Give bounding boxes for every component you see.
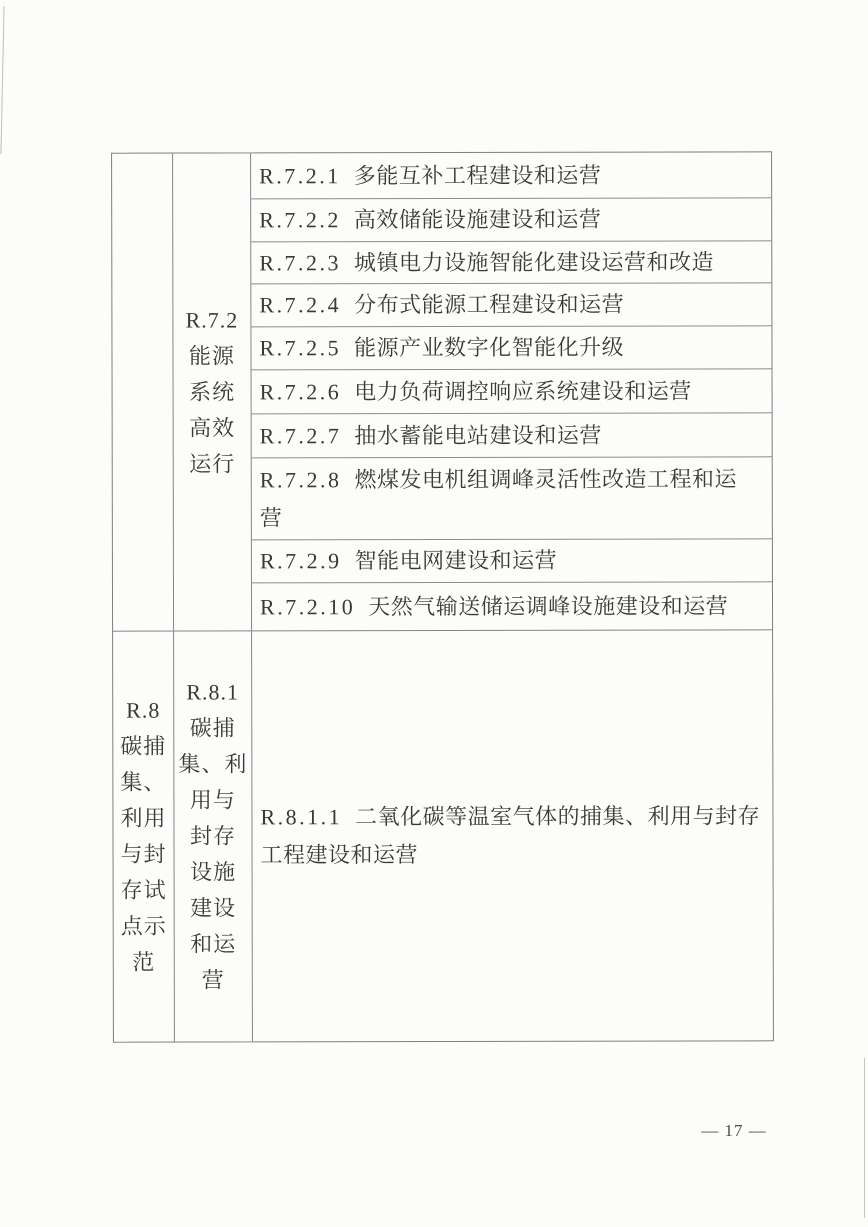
table-row: [252, 413, 772, 458]
table-row: [251, 152, 771, 199]
entries-column-r8: [252, 630, 773, 1041]
scan-edge-artifact-left: [0, 6, 4, 154]
entry-code: R.7.2.7: [259, 422, 342, 448]
table-section-r8: [113, 630, 773, 1041]
entry-code: R.7.2.2: [259, 207, 341, 233]
entry-code: R.7.2.6: [259, 378, 342, 404]
category-cell-r81: R.8.1 碳捕 集、利 用与 封存 设施 建设 和运 营: [174, 631, 253, 1041]
entry-code: R.7.2.3: [259, 249, 342, 275]
table-row: [251, 283, 771, 327]
table-row: [251, 198, 771, 242]
entry-code: R.7.2.4: [259, 292, 342, 318]
table-row: [252, 630, 773, 1041]
table-row: [251, 241, 771, 284]
section-cell-r8: R.8 碳捕 集、 利用 与封 存试 点示 范: [113, 632, 175, 1042]
table-row: [252, 369, 772, 414]
entry-title: 燃煤发电机组调峰灵活性改造工程和运 营: [259, 465, 737, 530]
entry-title: 智能电网建设和运营: [354, 547, 558, 574]
entry-title: 多能互补工程建设和运营: [353, 162, 602, 188]
table-row: [252, 539, 772, 583]
entry-title: 天然气输送储运调峰设施建设和运营: [368, 592, 729, 619]
entry-title: 高效储能设施建设和运营: [353, 206, 602, 233]
page-number: — 17 —: [701, 1121, 767, 1140]
entry-title: 电力负荷调控响应系统建设和运营: [354, 377, 692, 404]
entry-code: R.7.2.5: [259, 335, 342, 361]
entry-code: R.8.1.1: [260, 804, 343, 830]
entry-title: 抽水蓄能电站建设和运营: [354, 422, 602, 448]
entry-code: R.7.2.8: [259, 466, 342, 492]
scan-edge-artifact-right: [864, 1058, 865, 1218]
entry-title: 二氧化碳等温室气体的捕集、利用与封存 工程建设和运营: [260, 803, 761, 868]
entry-title: 分布式能源工程建设和运营: [354, 291, 625, 318]
table-section-r72: [112, 152, 772, 631]
entry-title: 能源产业数字化智能化升级: [354, 334, 625, 361]
classification-table: [111, 151, 774, 1042]
entry-code: R.7.2.10: [259, 593, 356, 619]
entries-column-r72: [251, 152, 772, 630]
entry-code: R.7.2.1: [259, 162, 341, 188]
table-row: [252, 582, 772, 630]
section-cell-empty: [112, 154, 174, 631]
entry-title: 城镇电力设施智能化建设运营和改造: [353, 248, 715, 275]
category-cell-r72: R.7.2 能源 系统 高效 运行: [173, 153, 252, 630]
entry-code: R.7.2.9: [259, 548, 342, 574]
table-row: [252, 457, 772, 540]
table-row: [251, 326, 771, 370]
